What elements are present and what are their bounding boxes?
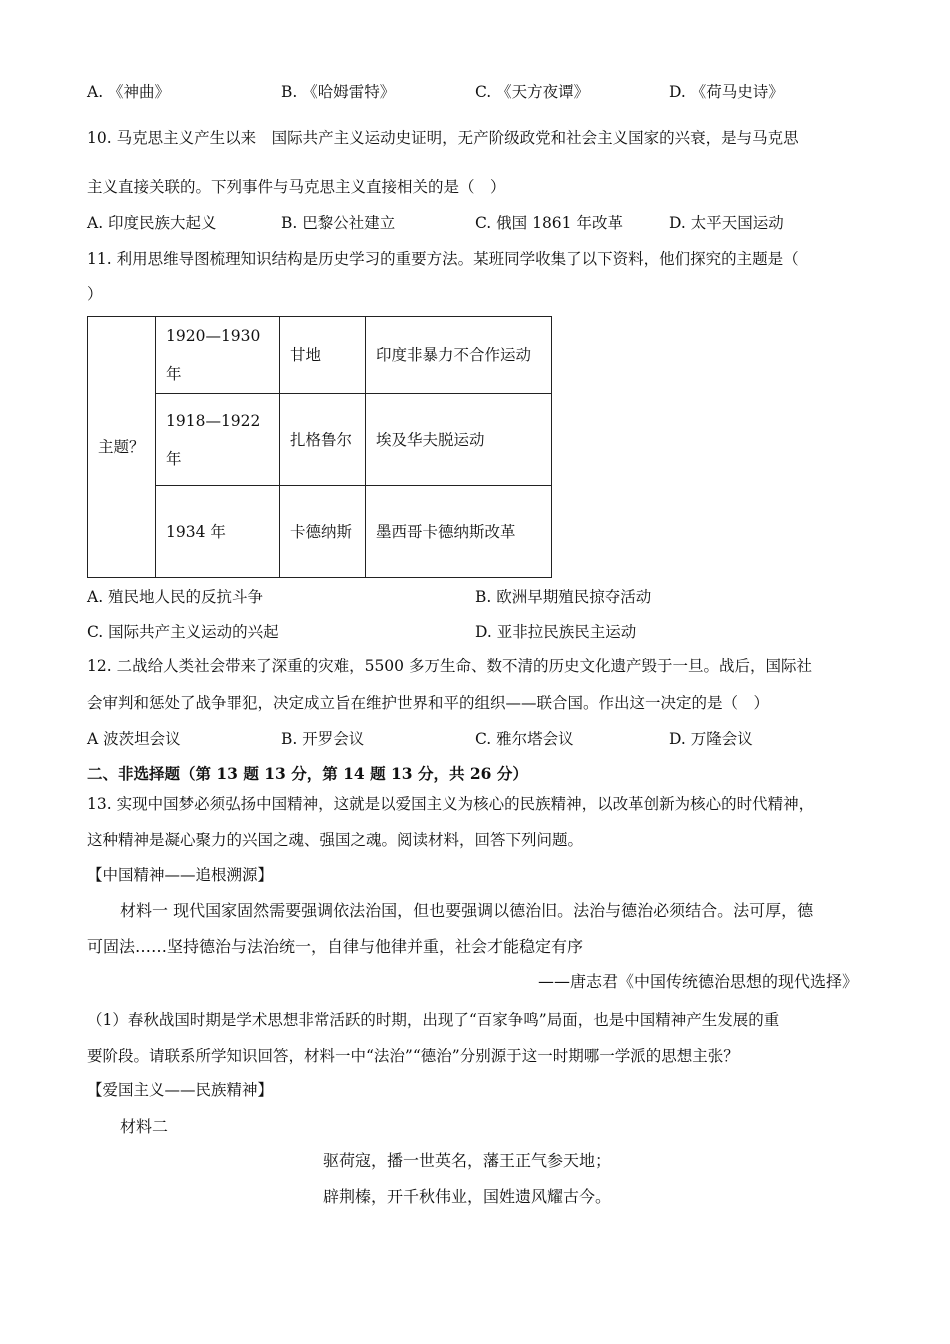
q11-option-c: C. 国际共产主义运动的兴起 bbox=[87, 623, 279, 641]
material2-label: 材料二 bbox=[120, 1117, 169, 1136]
q10-stem-line2: 主义直接关联的。下列事件与马克思主义直接相关的是（ ） bbox=[87, 178, 506, 196]
q12-option-b: B. 开罗会议 bbox=[281, 730, 365, 748]
table-person-cell: 甘地 bbox=[280, 317, 366, 394]
subsection-title: 【中国精神——追根溯源】 bbox=[87, 866, 274, 884]
table-event-cell: 埃及华夫脱运动 bbox=[366, 394, 552, 486]
table-year-cell: 1934 年 bbox=[156, 486, 280, 578]
material1-source: ——唐志君《中国传统德治思想的现代选择》 bbox=[537, 972, 858, 991]
q13-stem-line1: 13. 实现中国梦必须弘扬中国精神，这就是以爱国主义为核心的民族精神，以改革创新为核心的时代精神， bbox=[87, 795, 815, 813]
q10-option-b: B. 巴黎公社建立 bbox=[281, 214, 396, 232]
q12-option-c: C. 雅尔塔会议 bbox=[475, 730, 574, 748]
q11-stem-line1: 11. 利用思维导图梳理知识结构是历史学习的重要方法。某班同学收集了以下资料，他们探究的主题是（ bbox=[87, 250, 799, 268]
q10-option-a: A. 印度民族大起义 bbox=[87, 214, 217, 232]
q11-option-a: A. 殖民地人民的反抗斗争 bbox=[87, 588, 264, 606]
table-person-cell: 卡德纳斯 bbox=[280, 486, 366, 578]
q11-mindmap-table bbox=[87, 316, 552, 578]
q9-option-b: B. 《哈姆雷特》 bbox=[281, 83, 396, 101]
table-person-cell: 扎格鲁尔 bbox=[280, 394, 366, 486]
table-event-cell: 印度非暴力不合作运动 bbox=[366, 317, 552, 394]
q11-option-b: B. 欧洲早期殖民掠夺活动 bbox=[475, 588, 652, 606]
q9-option-a: A. 《神曲》 bbox=[87, 83, 171, 101]
q11-option-d: D. 亚非拉民族民主运动 bbox=[475, 623, 637, 641]
material1-line1: 材料一 现代国家固然需要强调依法治国，但也要强调以德治旧。法治与德治必须结合。法可厚，德 bbox=[120, 901, 814, 920]
table-topic-cell: 主题？ bbox=[88, 317, 156, 578]
table-year-cell: 1918—1922 年 bbox=[156, 394, 280, 486]
material1-line2: 可固法……坚持德治与法治统一，自律与他律并重，社会才能稳定有序 bbox=[87, 937, 584, 956]
q13-stem-line2: 这种精神是凝心聚力的兴国之魂、强国之魂。阅读材料，回答下列问题。 bbox=[87, 831, 584, 849]
subsection-title: 【爱国主义——民族精神】 bbox=[87, 1081, 274, 1099]
couplet-line1: 驱荷寇，播一世英名，藩王正气参天地； bbox=[323, 1151, 612, 1170]
q10-option-c: C. 俄国 1861 年改革 bbox=[475, 214, 623, 232]
q10-option-d: D. 太平天国运动 bbox=[669, 214, 784, 232]
section-heading: 二、非选择题（第 13 题 13 分，第 14 题 13 分，共 26 分） bbox=[87, 764, 528, 783]
q12-option-a: A 波茨坦会议 bbox=[87, 730, 181, 748]
table-year-cell: 1920—1930 年 bbox=[156, 317, 280, 394]
q12-stem-line2: 会审判和惩处了战争罪犯，决定成立旨在维护世界和平的组织——联合国。作出这一决定的是（ ） bbox=[87, 694, 770, 712]
table-event-cell: 墨西哥卡德纳斯改革 bbox=[366, 486, 552, 578]
q9-option-d: D. 《荷马史诗》 bbox=[669, 83, 784, 101]
q10-stem-line1: 10. 马克思主义产生以来 国际共产主义运动史证明，无产阶级政党和社会主义国家的兴衰，是与马克思 bbox=[87, 129, 799, 147]
q12-option-d: D. 万隆会议 bbox=[669, 730, 753, 748]
q12-stem-line1: 12. 二战给人类社会带来了深重的灾难，5500 多万生命、数不清的历史文化遗产毁于一旦。战后，国际社 bbox=[87, 657, 812, 675]
couplet-line2: 辟荆榛，开千秋伟业，国姓遗风耀古今。 bbox=[323, 1187, 612, 1206]
q13-question1-line2: 要阶段。请联系所学知识回答，材料一中“法治”“德治”分别源于这一时期哪一学派的思想主张？ bbox=[87, 1047, 739, 1065]
q13-question1-line1: （1）春秋战国时期是学术思想非常活跃的时期，出现了“百家争鸣”局面，也是中国精神产生发展的重 bbox=[87, 1011, 780, 1029]
q9-option-c: C. 《天方夜谭》 bbox=[475, 83, 590, 101]
q11-stem-line2: ） bbox=[87, 285, 103, 303]
